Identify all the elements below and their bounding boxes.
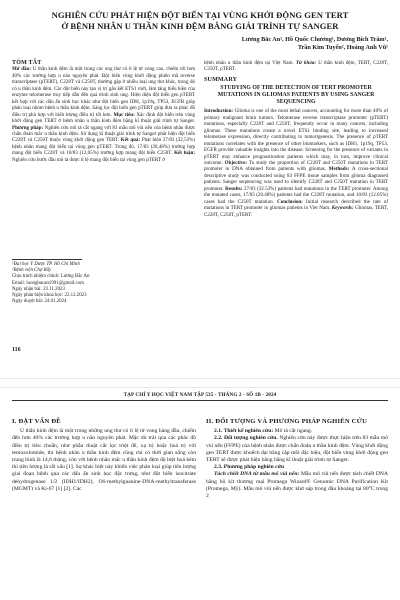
text-keywords-en: Gliomas, TERT, C228T, C250T, pTERT. xyxy=(204,205,389,218)
text-continuation: bệnh nhân u thần kinh đệm tại Việt Nam. xyxy=(204,60,294,66)
author-line-1: Lương Bắc An¹, Hồ Quốc Chương¹, Dương Bích Trâm¹, xyxy=(241,36,388,43)
text-conclusion: Nghiên cứu bước đầu mô tả được tỉ lệ mang đột biến tại vùng gen pTERT ở xyxy=(12,156,165,163)
affiliations-footnote xyxy=(12,262,195,305)
subsection-2-1-text: Mô tả cắt ngang. xyxy=(274,428,313,435)
header-rule xyxy=(12,400,388,401)
footnote-divider xyxy=(12,259,82,260)
abstract-continuation xyxy=(204,60,388,73)
text-introduction: Glioma is one of the most lethal cancers, accounting for more than 40% of primary malignant brain tumors. Telomerase reverse transcriptase promoter (pTERT) mutations, especially C228T and C250T, frequently occur in many cancers, including gliomas. These mutations create a novel ETS1 binding site, leading to increased telomerase expression, directly contributing to tumorigenesis. The presence of pTERT mutations correlates with the presence of other biomarkers, such as IDH1, 1p19q, TP53, EGFR provide valuable insights into the disease. Screening for the presence of variants in pTERT may enhance prognostication patients which may, in turn, improve clinical outcome. xyxy=(204,108,388,166)
label-conclusion-en: Conclusion: xyxy=(277,198,303,205)
author-line-2: Trần Kim Tuyến², Hoàng Anh Vũ¹ xyxy=(297,44,388,51)
text-result: Phát hiện 27/83 (32,53%) bệnh nhân mang đột biến tại vùng gen pTERT. Trong đó, 17/83 (20,48%) trường hợp mang đột biến C228T và 10/83 (12,05%) trường hợp mang đột biến C250T. xyxy=(12,137,195,157)
subsection-2-2 xyxy=(206,435,388,464)
corresponding-author: Chịu trách nhiệm chính: Lương Bắc An xyxy=(12,274,90,280)
label-objective: Objective: xyxy=(224,159,248,166)
text-conclusion-en: Initial research described the rate of mutations in TERT promoter in gliomas patients in Viet Nam. xyxy=(204,198,388,212)
text-aim: Xác định đột biến trên vùng khởi động gen TERT ở bệnh nhân u thần kinh đệm bằng kĩ thuật giải trình tự Sanger. xyxy=(12,111,196,125)
methods-column xyxy=(206,418,388,500)
page-117 xyxy=(0,388,400,600)
article-title-line-2: Ở BỆNH NHÂN U THẦN KINH ĐỆM BẰNG GIẢI TRÌNH TỰ SANGER xyxy=(61,20,339,31)
text-method: Nghiên cứu mô tả cắt ngang với 83 mẫu mô vùi nến của bệnh nhân được chẩn đoán mắc u thần kinh đệm. Sử dụng kĩ thuật giải trình tự Sanger phát hiện đột biến C228T và C250T thuộc vùng khởi động gen TERT. xyxy=(12,124,196,144)
label-method: Phương pháp: xyxy=(12,124,44,131)
affiliation-1: ¹Đại học Y Dược TP. Hồ Chí Minh xyxy=(12,262,80,267)
tomtat-heading: TÓM TẮT xyxy=(12,60,42,66)
author-list xyxy=(168,36,388,52)
date-reviewed: Ngày phản biện khoa học: 22.12.2023 xyxy=(12,293,87,299)
label-result: Kết quả: xyxy=(120,137,141,144)
label-keywords-en: Keywords: xyxy=(331,205,354,212)
subsection-2-3-title: 2.3. Phương pháp nghiên cứu xyxy=(214,464,285,471)
summary-paragraph xyxy=(204,108,388,218)
subsection-2-1-title: 2.1. Thiết kế nghiên cứu: xyxy=(214,428,274,435)
subsection-2-3-body xyxy=(206,471,388,500)
text-keywords-vi: U thần kinh đệm, TERT, C228T, C250T, pTERT. xyxy=(204,60,388,73)
label-aim: Mục tiêu: xyxy=(113,111,135,118)
subsection-2-2-text: Nghiên cứu này được thực hiện trên 83 mẫu mô vùi nến (FFPE) của bệnh nhân được chẩn đoán u thần kinh đệm. Vùng khởi động gen TERT được khuếch đại bằng cặp mồi đặc hiệu, đột biến vùng khởi động gen TERT sẽ được phát hiện bằng bằng kĩ thuật giải trình tự Sanger. xyxy=(206,435,388,464)
label-keywords-vi: Từ khóa: xyxy=(295,60,317,66)
article-title xyxy=(12,10,388,31)
text-results: 27/83 (32.53%) patients had mutations in the TERT promoter. Among the mutated cases, 17/83 (20.48%) patients had the C228T mutation, and 10/83 (12.05%) cases had the C250T mutation. xyxy=(204,185,389,205)
article-title-line-1: NGHIÊN CỨU PHÁT HIỆN ĐỘT BIẾN TẠI VÙNG KHỞI ĐỘNG GEN TERT xyxy=(51,10,349,20)
label-conclusion: Kết luận: xyxy=(174,150,195,157)
abstract-paragraph xyxy=(12,66,195,163)
page-separator xyxy=(0,378,400,388)
label-intro: Mở đầu: xyxy=(12,66,32,73)
summary-heading: SUMMARY xyxy=(204,76,238,83)
text-methods: A cross-sectional descriptive study was conducted using 83 FFPE tissue samples from glioma diagnosed patients. Sanger sequencing was used to identify C228T and C250T mutation in TERT promoter. xyxy=(204,166,389,192)
english-summary xyxy=(204,60,388,218)
date-accepted: Ngày duyệt bài: 24.01.2024 xyxy=(12,299,67,305)
affiliation-2: ²Bệnh viện Chợ Rẫy xyxy=(12,268,52,274)
english-title: STUDYING OF THE DETECTION OF TERT PROMOTER MUTATIONS IN GLIOMAS PATIENTS BY USING SANGER SEQUENCING xyxy=(217,85,375,106)
dna-extraction-label: Tách chiết DNA từ mẫu mô vùi nến: xyxy=(214,471,300,478)
dna-extraction-text: Mẫu mô vùi nến được tách chiết DNA bằng bộ kit thương mại Promega Wizard® Genomic DNA Purification Kit (Promega, Mỹ). Mẫu mô vùi nến được khử sáp trong dầu khoảng tại 80°C trong 2 xyxy=(206,471,388,500)
subsection-2-2-title: 2.2. Đối tượng nghiên cứu. xyxy=(214,435,278,442)
section-heading-methods: II. ĐỐI TƯỢNG VÀ PHƯƠNG PHÁP NGHIÊN CỨU xyxy=(206,418,368,425)
text-intro: U thần kinh đệm là một trong các ung thư có tỉ lệ tử vong cao, chiếm tới hơn 40% các trường hợp u não nguyên phát. Đột biến vùng khởi động phiên mã reverse transcriptase (pTERT), C228T và C250T, thường gặp ở nhiều loại ung thư khác, trong đó có u thần kinh đệm. Các đột biến này tạo vị trí gắn kết ETS1 mới, làm tăng biểu hiện của enzyme telomerase truy tiếp dẫn đến quá trình sinh ung. Hiện diện đột biến gen pTERT kết hợp với các dấu ấn sinh học khác như đột biến gen IDH, 1p19q, TP53, EGFR giúp phân loại nhóm bệnh u thần kinh đệm. Sàng lọc đột biến gen pTERT giúp đưa ra phác đồ điều trị phù hợp với biến lượng điều trị tốt hơn. xyxy=(12,66,195,118)
label-introduction: Introduction: xyxy=(204,108,234,115)
label-methods: Methods: xyxy=(328,166,350,173)
vietnamese-abstract xyxy=(12,60,195,163)
running-header: TẠP CHÍ Y HỌC VIỆT NAM TẬP 535 - THÁNG 2 - SỐ 1B - 2024 xyxy=(123,392,277,398)
section-heading-introduction: I. ĐẶT VẤN ĐỀ xyxy=(12,418,61,425)
text-objective: To study the proportion of C228T and C250T mutations in TERT promoter in DNA obtained from patients with gliomas. xyxy=(204,159,388,173)
introduction-text: U thần kinh đệm là một trong những ung thư có tỉ lệ tử vong hàng đầu, chiếm đến hơn 40% các trường hợp u não nguyên phát. Mặc dù trải qua các phác đồ điều trị tiêu chuẩn, như phẫu thuật cắt lọc triệt để, xạ trị hoặc hoá trị với temozolomide, thì bệnh nhân u thần kinh đệm cũng chỉ có thời gian sống còn trung bình là 14,6 tháng, còn với bệnh nhân mắc u thần kinh đệm độ biệt hoá kém thì tiên lượng là rất xấu [1]. Sự khác biệt này khiến việc phân loại giúp tiên lượng giai đoạn bệnh qua các dấu ấn sinh học đặc trưng, như đột biến isocitrate dehydrogenase 1/2 (IDH1/IDH2), O6-methylguanine-DNA-methyltransferase (MGMT) và Ki-67 [1] [2]. Các xyxy=(12,428,196,492)
page-number: 116 xyxy=(12,347,21,353)
date-received: Ngày nhận bài: 23.11.2023 xyxy=(12,286,65,292)
introduction-column xyxy=(12,418,196,493)
email: Email: luongbacan1991@gmail.com xyxy=(12,280,84,286)
label-results: Results: xyxy=(225,185,243,192)
